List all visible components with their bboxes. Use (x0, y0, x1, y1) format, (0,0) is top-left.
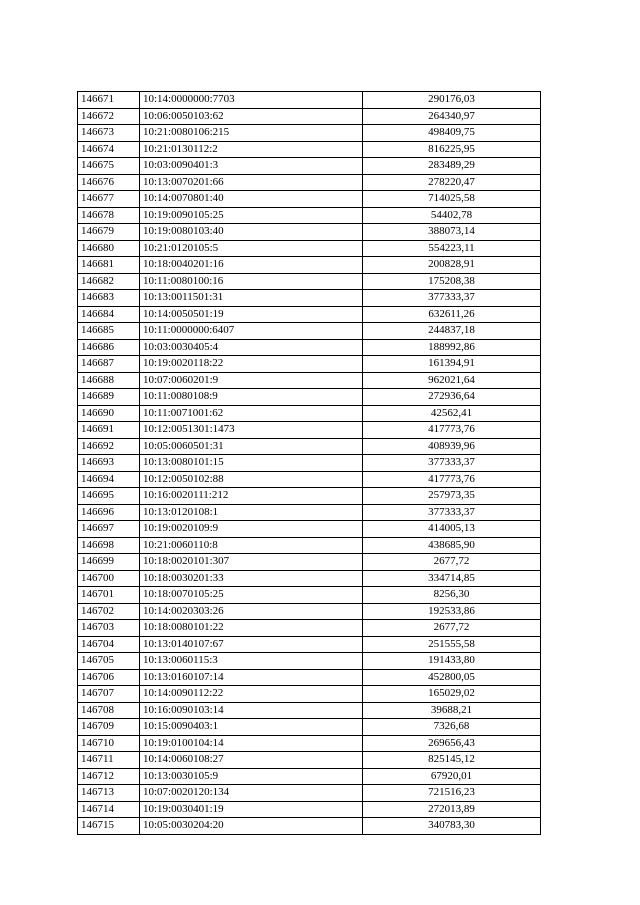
amount-cell: 272936,64 (363, 389, 541, 406)
cadastral-number-cell: 10:14:0060108:27 (140, 752, 363, 769)
record-number-cell: 146686 (78, 339, 140, 356)
record-number-cell: 146710 (78, 735, 140, 752)
amount-cell: 42562,41 (363, 405, 541, 422)
cadastral-number-cell: 10:13:0070201:66 (140, 174, 363, 191)
record-number-cell: 146705 (78, 653, 140, 670)
table-row (78, 257, 541, 274)
table-row (78, 801, 541, 818)
record-number-cell: 146685 (78, 323, 140, 340)
table-row (78, 620, 541, 637)
cadastral-number-cell: 10:18:0070105:25 (140, 587, 363, 604)
amount-cell: 67920,01 (363, 768, 541, 785)
amount-cell: 2677,72 (363, 554, 541, 571)
cadastral-number-cell: 10:21:0130112:2 (140, 141, 363, 158)
record-number-cell: 146671 (78, 92, 140, 109)
cadastral-number-cell: 10:07:0020120:134 (140, 785, 363, 802)
record-number-cell: 146675 (78, 158, 140, 175)
table-row (78, 785, 541, 802)
cadastral-number-cell: 10:13:0060115:3 (140, 653, 363, 670)
record-number-cell: 146708 (78, 702, 140, 719)
table-row (78, 587, 541, 604)
cadastral-number-cell: 10:05:0060501:31 (140, 438, 363, 455)
table-row (78, 422, 541, 439)
table-row (78, 521, 541, 538)
amount-cell: 962021,64 (363, 372, 541, 389)
table-row (78, 240, 541, 257)
cadastral-number-cell: 10:14:0050501:19 (140, 306, 363, 323)
record-number-cell: 146692 (78, 438, 140, 455)
record-number-cell: 146690 (78, 405, 140, 422)
amount-cell: 7326,68 (363, 719, 541, 736)
cadastral-number-cell: 10:18:0020101:307 (140, 554, 363, 571)
cadastral-number-cell: 10:07:0060201:9 (140, 372, 363, 389)
table-row (78, 653, 541, 670)
registry-table-body (78, 92, 541, 835)
amount-cell: 175208,38 (363, 273, 541, 290)
table-row (78, 141, 541, 158)
record-number-cell: 146677 (78, 191, 140, 208)
cadastral-number-cell: 10:18:0040201:16 (140, 257, 363, 274)
table-row (78, 719, 541, 736)
table-row (78, 92, 541, 109)
record-number-cell: 146711 (78, 752, 140, 769)
record-number-cell: 146709 (78, 719, 140, 736)
record-number-cell: 146682 (78, 273, 140, 290)
amount-cell: 161394,91 (363, 356, 541, 373)
cadastral-number-cell: 10:11:0080100:16 (140, 273, 363, 290)
record-number-cell: 146674 (78, 141, 140, 158)
cadastral-number-cell: 10:05:0030204:20 (140, 818, 363, 835)
amount-cell: 554223,11 (363, 240, 541, 257)
cadastral-number-cell: 10:19:0090105:25 (140, 207, 363, 224)
record-number-cell: 146699 (78, 554, 140, 571)
cadastral-number-cell: 10:14:0020303:26 (140, 603, 363, 620)
cadastral-number-cell: 10:14:0000000:7703 (140, 92, 363, 109)
record-number-cell: 146701 (78, 587, 140, 604)
record-number-cell: 146672 (78, 108, 140, 125)
amount-cell: 452800,05 (363, 669, 541, 686)
cadastral-number-cell: 10:19:0100104:14 (140, 735, 363, 752)
cadastral-number-cell: 10:18:0030201:33 (140, 570, 363, 587)
record-number-cell: 146695 (78, 488, 140, 505)
record-number-cell: 146700 (78, 570, 140, 587)
record-number-cell: 146694 (78, 471, 140, 488)
amount-cell: 408939,96 (363, 438, 541, 455)
record-number-cell: 146703 (78, 620, 140, 637)
amount-cell: 54402,78 (363, 207, 541, 224)
record-number-cell: 146684 (78, 306, 140, 323)
amount-cell: 290176,03 (363, 92, 541, 109)
amount-cell: 388073,14 (363, 224, 541, 241)
cadastral-number-cell: 10:06:0050103:62 (140, 108, 363, 125)
record-number-cell: 146693 (78, 455, 140, 472)
amount-cell: 498409,75 (363, 125, 541, 142)
table-row (78, 686, 541, 703)
cadastral-number-cell: 10:19:0020109:9 (140, 521, 363, 538)
record-number-cell: 146688 (78, 372, 140, 389)
amount-cell: 39688,21 (363, 702, 541, 719)
table-row (78, 323, 541, 340)
amount-cell: 192533,86 (363, 603, 541, 620)
table-row (78, 372, 541, 389)
amount-cell: 816225,95 (363, 141, 541, 158)
amount-cell: 438685,90 (363, 537, 541, 554)
amount-cell: 2677,72 (363, 620, 541, 637)
table-row (78, 191, 541, 208)
amount-cell: 8256,30 (363, 587, 541, 604)
record-number-cell: 146683 (78, 290, 140, 307)
table-row (78, 603, 541, 620)
amount-cell: 825145,12 (363, 752, 541, 769)
amount-cell: 244837,18 (363, 323, 541, 340)
amount-cell: 188992,86 (363, 339, 541, 356)
amount-cell: 340783,30 (363, 818, 541, 835)
table-row (78, 438, 541, 455)
amount-cell: 264340,97 (363, 108, 541, 125)
table-row (78, 768, 541, 785)
record-number-cell: 146696 (78, 504, 140, 521)
table-row (78, 537, 541, 554)
table-row (78, 818, 541, 835)
amount-cell: 272013,89 (363, 801, 541, 818)
record-number-cell: 146698 (78, 537, 140, 554)
amount-cell: 200828,91 (363, 257, 541, 274)
amount-cell: 278220,47 (363, 174, 541, 191)
record-number-cell: 146714 (78, 801, 140, 818)
amount-cell: 377333,37 (363, 504, 541, 521)
cadastral-number-cell: 10:18:0080101:22 (140, 620, 363, 637)
cadastral-number-cell: 10:16:0090103:14 (140, 702, 363, 719)
record-number-cell: 146689 (78, 389, 140, 406)
table-row (78, 174, 541, 191)
amount-cell: 283489,29 (363, 158, 541, 175)
cadastral-number-cell: 10:14:0070801:40 (140, 191, 363, 208)
record-number-cell: 146678 (78, 207, 140, 224)
cadastral-number-cell: 10:12:0051301:1473 (140, 422, 363, 439)
cadastral-number-cell: 10:19:0020118:22 (140, 356, 363, 373)
table-row (78, 339, 541, 356)
table-row (78, 389, 541, 406)
table-row (78, 207, 541, 224)
table-row (78, 306, 541, 323)
amount-cell: 191433,80 (363, 653, 541, 670)
cadastral-number-cell: 10:21:0060110:8 (140, 537, 363, 554)
table-row (78, 702, 541, 719)
cadastral-number-cell: 10:21:0080106:215 (140, 125, 363, 142)
record-number-cell: 146712 (78, 768, 140, 785)
cadastral-number-cell: 10:03:0090401:3 (140, 158, 363, 175)
amount-cell: 257973,35 (363, 488, 541, 505)
table-row (78, 455, 541, 472)
amount-cell: 377333,37 (363, 455, 541, 472)
table-row (78, 273, 541, 290)
record-number-cell: 146715 (78, 818, 140, 835)
cadastral-number-cell: 10:15:0090403:1 (140, 719, 363, 736)
table-row (78, 636, 541, 653)
amount-cell: 269656,43 (363, 735, 541, 752)
record-number-cell: 146704 (78, 636, 140, 653)
record-number-cell: 146713 (78, 785, 140, 802)
amount-cell: 165029,02 (363, 686, 541, 703)
record-number-cell: 146707 (78, 686, 140, 703)
amount-cell: 417773,76 (363, 422, 541, 439)
table-row (78, 405, 541, 422)
table-row (78, 125, 541, 142)
table-row (78, 356, 541, 373)
cadastral-number-cell: 10:13:0120108:1 (140, 504, 363, 521)
record-number-cell: 146691 (78, 422, 140, 439)
table-row (78, 504, 541, 521)
cadastral-number-cell: 10:12:0050102:88 (140, 471, 363, 488)
record-number-cell: 146697 (78, 521, 140, 538)
table-row (78, 570, 541, 587)
amount-cell: 334714,85 (363, 570, 541, 587)
amount-cell: 251555,58 (363, 636, 541, 653)
table-row (78, 669, 541, 686)
cadastral-number-cell: 10:11:0080108:9 (140, 389, 363, 406)
cadastral-number-cell: 10:21:0120105:5 (140, 240, 363, 257)
table-row (78, 290, 541, 307)
table-row (78, 224, 541, 241)
cadastral-number-cell: 10:19:0030401:19 (140, 801, 363, 818)
record-number-cell: 146680 (78, 240, 140, 257)
registry-table (77, 91, 541, 835)
amount-cell: 714025,58 (363, 191, 541, 208)
cadastral-number-cell: 10:13:0140107:67 (140, 636, 363, 653)
cadastral-number-cell: 10:11:0071001:62 (140, 405, 363, 422)
cadastral-number-cell: 10:19:0080103:40 (140, 224, 363, 241)
record-number-cell: 146702 (78, 603, 140, 620)
amount-cell: 417773,76 (363, 471, 541, 488)
table-row (78, 488, 541, 505)
cadastral-number-cell: 10:13:0160107:14 (140, 669, 363, 686)
record-number-cell: 146676 (78, 174, 140, 191)
record-number-cell: 146706 (78, 669, 140, 686)
table-row (78, 158, 541, 175)
amount-cell: 414005,13 (363, 521, 541, 538)
table-row (78, 752, 541, 769)
amount-cell: 632611,26 (363, 306, 541, 323)
table-row (78, 554, 541, 571)
amount-cell: 377333,37 (363, 290, 541, 307)
record-number-cell: 146679 (78, 224, 140, 241)
cadastral-number-cell: 10:11:0000000:6407 (140, 323, 363, 340)
table-row (78, 735, 541, 752)
cadastral-number-cell: 10:13:0030105:9 (140, 768, 363, 785)
cadastral-number-cell: 10:16:0020111:212 (140, 488, 363, 505)
record-number-cell: 146681 (78, 257, 140, 274)
table-row (78, 471, 541, 488)
record-number-cell: 146687 (78, 356, 140, 373)
record-number-cell: 146673 (78, 125, 140, 142)
cadastral-number-cell: 10:13:0080101:15 (140, 455, 363, 472)
amount-cell: 721516,23 (363, 785, 541, 802)
cadastral-number-cell: 10:13:0011501:31 (140, 290, 363, 307)
cadastral-number-cell: 10:03:0030405:4 (140, 339, 363, 356)
cadastral-number-cell: 10:14:0090112:22 (140, 686, 363, 703)
table-row (78, 108, 541, 125)
